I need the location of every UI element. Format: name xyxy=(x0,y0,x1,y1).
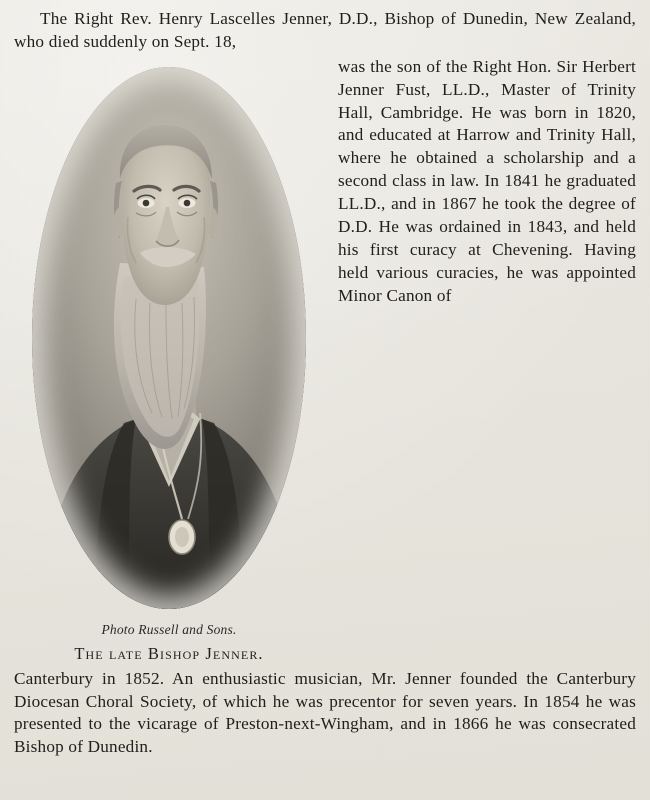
article xyxy=(14,8,636,759)
figure-caption: The late Bishop Jenner. xyxy=(74,643,264,663)
closing-text-block xyxy=(14,668,636,760)
portrait-illustration-icon xyxy=(32,67,306,609)
oval-portrait xyxy=(32,67,306,609)
right-column-paragraph: was the son of the Right Hon. Sir Herbert Jenner Fust, LL.D., Master of Trinity Hall, Cambridge. He was born in 1820, and educated at Harrow and Trinity Hall, where he obtained a scholarship and a second class in law. In 1841 he graduated LL.D., and in 1867 he took the degree of D.D. He was ordained in 1843, and held his first curacy at Chevening. Having held various curacies, he was appointed Minor Canon of xyxy=(338,56,636,305)
lead-paragraph: The Right Rev. Henry Lascelles Jenner, D.D., Bishop of Dunedin, New Zealand, who died suddenly on Sept. 18, xyxy=(14,9,636,51)
portrait-figure xyxy=(14,59,324,665)
portrait-frame xyxy=(14,59,324,619)
closing-paragraph: Canterbury in 1852. An enthusiastic musician, Mr. Jenner founded the Canterbury Diocesan Choral Society, of which he was precentor for seven years. In 1854 he was presented to the vicarage of Preston-next-Wingham, and in 1866 he was consecrated Bishop of Dunedin. xyxy=(14,668,636,757)
article-body xyxy=(14,56,636,759)
photo-credit: Photo Russell and Sons. xyxy=(101,621,237,637)
